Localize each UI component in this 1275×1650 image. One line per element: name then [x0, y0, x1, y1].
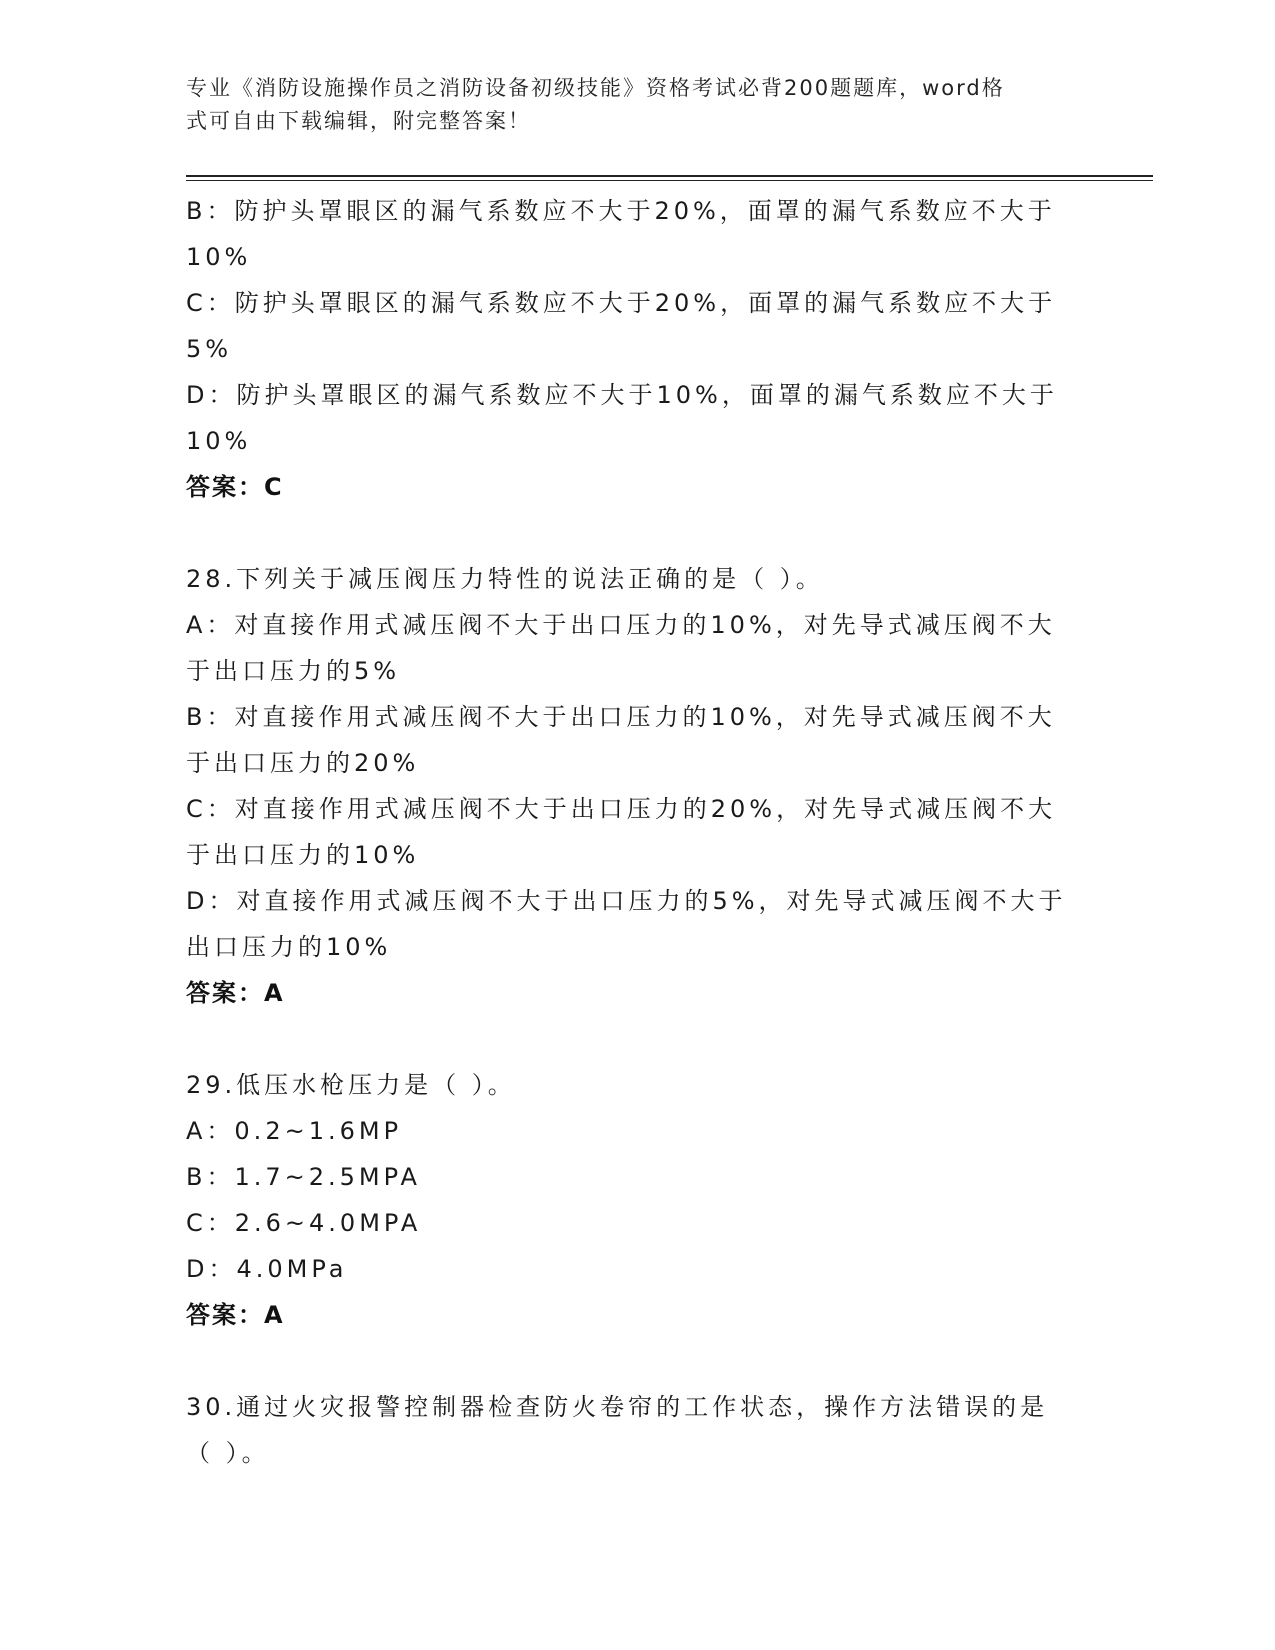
question-stem-line-1: 30.通过火灾报警控制器检查防火卷帘的工作状态，操作方法错误的是 [186, 1393, 1049, 1421]
previous-question [186, 188, 1086, 510]
answer-label: 答案：C [186, 473, 284, 501]
answer-label: 答案：A [186, 979, 285, 1007]
question-28 [186, 556, 1086, 1016]
option-b-line-2: 于出口压力的20% [186, 749, 420, 777]
option-d: D：4.0MPa [186, 1255, 348, 1283]
document-header [186, 72, 1066, 138]
header-line-2: 式可自由下载编辑，附完整答案！ [186, 109, 531, 133]
header-divider-thick [186, 175, 1153, 177]
option-c-line-1: C：防护头罩眼区的漏气系数应不大于20%，面罩的漏气系数应不大于 [186, 289, 1057, 317]
question-stem-line-2: （ ）。 [186, 1439, 270, 1467]
answer-label: 答案：A [186, 1301, 285, 1329]
question-stem: 28.下列关于减压阀压力特性的说法正确的是（ ）。 [186, 565, 824, 593]
question-29 [186, 1062, 1086, 1338]
option-a-line-2: 于出口压力的5% [186, 657, 401, 685]
option-c-line-1: C：对直接作用式减压阀不大于出口压力的20%，对先导式减压阀不大 [186, 795, 1057, 823]
option-c: C：2.6~4.0MPA [186, 1209, 422, 1237]
option-a: A：0.2~1.6MP [186, 1117, 403, 1145]
header-line-1: 专业《消防设施操作员之消防设备初级技能》资格考试必背200题题库，word格 [186, 76, 1005, 100]
option-d-line-1: D：防护头罩眼区的漏气系数应不大于10%，面罩的漏气系数应不大于 [186, 381, 1058, 409]
option-c-line-2: 于出口压力的10% [186, 841, 420, 869]
option-d-line-2: 10% [186, 427, 252, 455]
option-a-line-1: A：对直接作用式减压阀不大于出口压力的10%，对先导式减压阀不大 [186, 611, 1056, 639]
option-b-line-1: B：防护头罩眼区的漏气系数应不大于20%，面罩的漏气系数应不大于 [186, 197, 1056, 225]
option-d-line-2: 出口压力的10% [186, 933, 392, 961]
option-b-line-2: 10% [186, 243, 252, 271]
option-b-line-1: B：对直接作用式减压阀不大于出口压力的10%，对先导式减压阀不大 [186, 703, 1056, 731]
question-30 [186, 1384, 1086, 1476]
option-b: B：1.7~2.5MPA [186, 1163, 421, 1191]
option-d-line-1: D：对直接作用式减压阀不大于出口压力的5%，对先导式减压阀不大于 [186, 887, 1067, 915]
question-content [186, 188, 1086, 1476]
option-c-line-2: 5% [186, 335, 233, 363]
header-divider-thin [186, 180, 1153, 181]
question-stem: 29.低压水枪压力是（ ）。 [186, 1071, 516, 1099]
